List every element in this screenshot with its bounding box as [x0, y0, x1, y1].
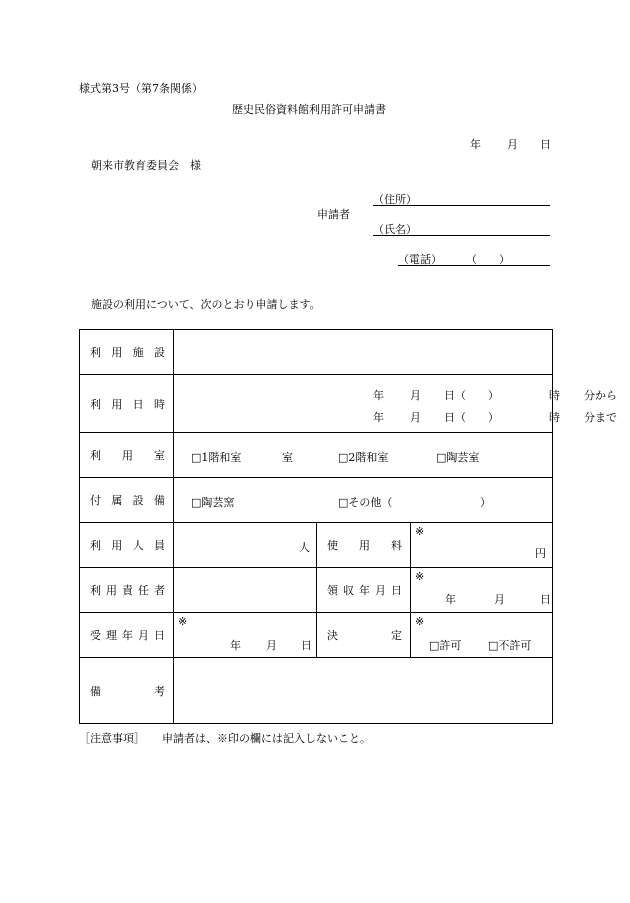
- start-year: 年: [373, 389, 384, 402]
- date-month: 月: [507, 138, 518, 151]
- row-people: [80, 523, 553, 568]
- address-field-line[interactable]: [373, 205, 550, 206]
- row-responsible: [80, 568, 553, 613]
- people-label: 利用人員: [80, 523, 174, 568]
- equipment-other-close: ）: [480, 496, 491, 509]
- datetime-label: 利用日時: [80, 375, 174, 433]
- date-year: 年: [470, 138, 481, 151]
- equipment-field: [174, 478, 553, 523]
- receipt-year: 年: [445, 593, 456, 606]
- start-day: 日（ ）: [444, 389, 499, 402]
- equipment-option-kiln[interactable]: □陶芸窯: [191, 496, 235, 509]
- room-label: 利用室: [80, 433, 174, 478]
- end-minute: 分まで: [584, 411, 617, 424]
- phone-field-line[interactable]: [398, 265, 550, 266]
- fee-office-mark: ※: [415, 525, 425, 538]
- start-month: 月: [410, 389, 421, 402]
- phone-label: （電話）: [398, 253, 442, 266]
- row-accept: [80, 613, 553, 658]
- fee-label: 使用料: [317, 523, 411, 568]
- end-day: 日（ ）: [444, 411, 499, 424]
- addressee: 朝来市教育委員会 様: [91, 159, 201, 172]
- name-label: （氏名）: [373, 223, 417, 236]
- facility-label: 利用施設: [80, 330, 174, 375]
- row-datetime: [80, 375, 553, 433]
- row-room: [80, 433, 553, 478]
- accept-date-label: 受理年月日: [80, 613, 174, 658]
- application-table: [79, 329, 617, 724]
- receipt-date-label: 領収年月日: [317, 568, 411, 613]
- responsible-field[interactable]: [174, 568, 317, 613]
- room-option-pottery[interactable]: □陶芸室: [436, 451, 480, 464]
- applicant-label: 申請者: [317, 208, 350, 221]
- accept-month: 月: [266, 639, 277, 652]
- accept-office-mark: ※: [178, 615, 188, 628]
- phone-paren: （ ）: [466, 253, 510, 266]
- decision-permit-option[interactable]: □許可: [429, 639, 462, 652]
- equipment-label: 付属設備: [80, 478, 174, 523]
- document-title: 歴史民俗資料館利用許可申請書: [232, 103, 386, 116]
- end-hour: 時: [549, 411, 560, 424]
- accept-year: 年: [230, 639, 241, 652]
- room-option-1f-suffix: 室: [282, 451, 293, 464]
- decision-deny-option[interactable]: □不許可: [488, 639, 532, 652]
- notes-text: 申請者は、※印の欄には記入しないこと。: [162, 732, 371, 745]
- decision-label: 決定: [317, 613, 411, 658]
- form-number: 様式第3号（第7条関係）: [79, 82, 203, 95]
- responsible-label: 利用責任者: [80, 568, 174, 613]
- notes-heading: ［注意事項］: [79, 732, 145, 745]
- receipt-date-field: [411, 568, 553, 613]
- receipt-day: 日: [540, 593, 551, 606]
- facility-field[interactable]: [174, 330, 553, 375]
- accept-date-field: [174, 613, 317, 658]
- decision-office-mark: ※: [415, 615, 425, 628]
- fee-unit: 円: [535, 547, 546, 560]
- room-field: [174, 433, 553, 478]
- receipt-month: 月: [494, 593, 505, 606]
- equipment-option-other[interactable]: □その他（: [338, 496, 393, 509]
- start-hour: 時: [549, 389, 560, 402]
- fee-field: [411, 523, 553, 568]
- receipt-office-mark: ※: [415, 570, 425, 583]
- row-remarks: [80, 658, 553, 724]
- address-label: （住所）: [373, 193, 417, 206]
- remarks-field[interactable]: [174, 658, 553, 724]
- start-minute: 分から: [584, 389, 617, 402]
- decision-field: [411, 613, 553, 658]
- accept-day: 日: [301, 639, 312, 652]
- end-month: 月: [410, 411, 421, 424]
- remarks-label: 備考: [80, 658, 174, 724]
- date-day: 日: [540, 138, 551, 151]
- people-unit: 人: [299, 541, 310, 554]
- name-field-line[interactable]: [373, 235, 550, 236]
- intro-text: 施設の利用について、次のとおり申請します。: [91, 298, 321, 311]
- room-option-2f[interactable]: □2階和室: [338, 451, 389, 464]
- room-option-1f[interactable]: □1階和室: [191, 451, 242, 464]
- people-field[interactable]: [174, 523, 317, 568]
- end-year: 年: [373, 411, 384, 424]
- row-facility: [80, 330, 553, 375]
- datetime-field[interactable]: [174, 375, 617, 433]
- row-equipment: [80, 478, 553, 523]
